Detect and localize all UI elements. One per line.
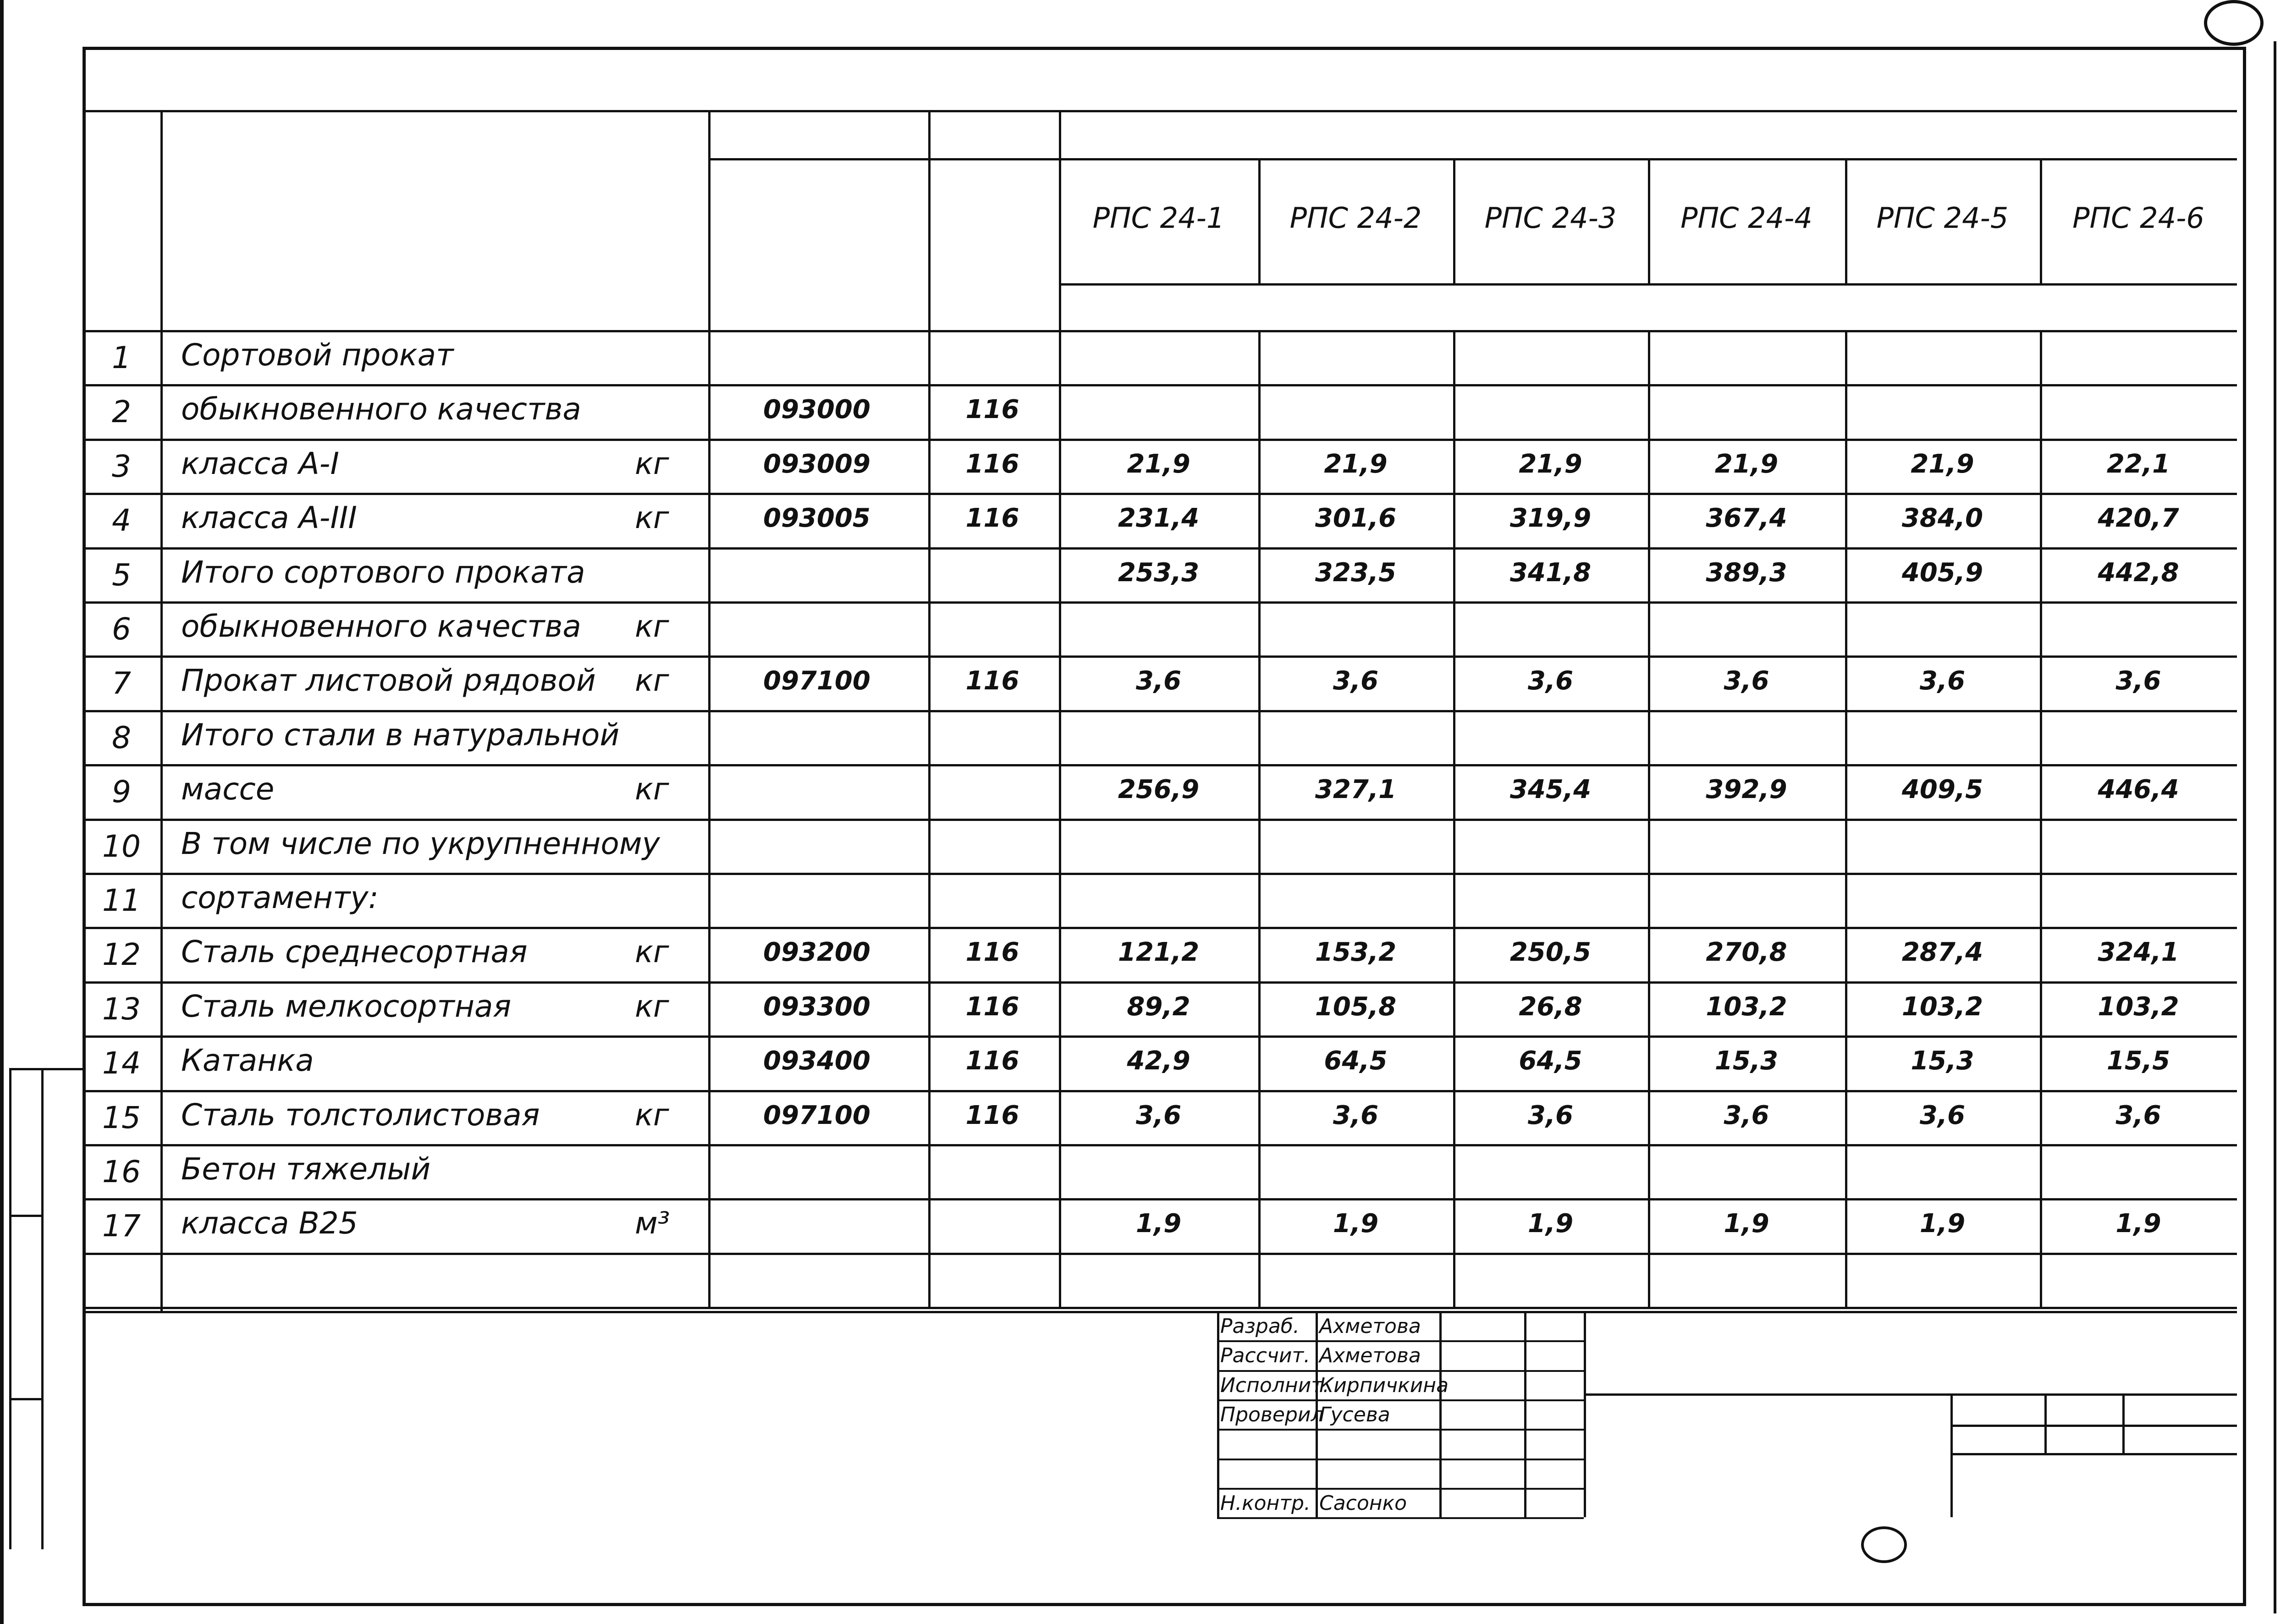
row-material-name: Итого сортового проката	[181, 554, 585, 590]
row-value-mark-5: 15,3	[1911, 1046, 1974, 1076]
grid-line	[928, 110, 931, 1307]
row-measure-code: 116	[965, 666, 1019, 696]
row-value-mark-2: 323,5	[1315, 557, 1397, 588]
grid-line	[1950, 1393, 1953, 1517]
row-value-mark-1: 3,6	[1135, 666, 1182, 696]
row-material-name: Бетон тяжелый	[181, 1151, 431, 1187]
row-value-mark-2: 3,6	[1333, 1100, 1379, 1130]
row-number: 10	[102, 828, 141, 864]
grid-line	[1059, 283, 2237, 286]
row-measure-code: 116	[965, 449, 1019, 479]
row-number: 1	[112, 340, 131, 375]
row-material-code: 093005	[763, 503, 870, 534]
row-material-code: 097100	[763, 1100, 870, 1130]
row-divider	[83, 927, 2237, 929]
signature-role: Н.контр.	[1220, 1491, 1311, 1515]
row-value-mark-1: 89,2	[1127, 991, 1190, 1022]
row-material-name: обыкновенного качества	[181, 609, 581, 644]
row-number: 8	[112, 720, 131, 755]
row-value-mark-4: 392,9	[1706, 775, 1787, 805]
row-value-mark-6: 22,1	[2106, 449, 2170, 479]
grid-line	[2040, 330, 2042, 1307]
row-material-name: обыкновенного качества	[181, 391, 581, 427]
table-top-border	[83, 110, 2237, 112]
row-value-mark-3: 21,9	[1519, 449, 1582, 479]
row-value-mark-3: 1,9	[1527, 1209, 1574, 1239]
sheet-number-badge	[2204, 0, 2264, 46]
row-material-name: Сортовой прокат	[181, 337, 454, 373]
row-unit: кг	[635, 446, 669, 481]
row-divider	[83, 1144, 2237, 1146]
row-value-mark-5: 3,6	[1919, 1100, 1966, 1130]
grid-line	[1217, 1340, 1584, 1342]
grid-line	[160, 110, 163, 1311]
row-divider	[83, 710, 2237, 712]
grid-line	[1217, 1517, 1584, 1519]
row-value-mark-1: 42,9	[1127, 1046, 1190, 1076]
row-divider	[83, 1307, 2237, 1309]
row-value-mark-4: 1,9	[1724, 1209, 1769, 1239]
page-number-badge	[1861, 1526, 1907, 1563]
table-bottom-border	[83, 1311, 2237, 1313]
signature-role: Исполнит.	[1220, 1373, 1329, 1397]
grid-line	[1217, 1370, 1584, 1372]
signature-role: Проверил	[1220, 1403, 1324, 1426]
row-measure-code: 116	[965, 937, 1019, 968]
grid-line	[1584, 1311, 1586, 1517]
header-mark-3: РПС 24-3	[1484, 201, 1617, 235]
row-value-mark-4: 15,3	[1714, 1046, 1779, 1076]
row-divider	[83, 330, 2237, 332]
row-value-mark-6: 420,7	[2098, 503, 2179, 534]
row-measure-code: 116	[965, 503, 1019, 534]
side-stamp-line	[41, 1068, 44, 1549]
row-value-mark-2: 3,6	[1333, 666, 1379, 696]
row-material-name: класса А-I	[181, 446, 339, 481]
grid-line	[1217, 1459, 1584, 1460]
grid-line	[1845, 158, 1847, 283]
row-value-mark-2: 153,2	[1315, 937, 1397, 968]
signature-name: Ахметова	[1319, 1344, 1421, 1368]
row-divider	[83, 1198, 2237, 1200]
row-value-mark-2: 327,1	[1315, 775, 1397, 805]
grid-line	[1059, 110, 1061, 1307]
row-value-mark-4: 270,8	[1706, 937, 1787, 968]
row-measure-code: 116	[965, 1100, 1019, 1130]
row-material-code: 093300	[763, 991, 870, 1022]
row-number: 17	[102, 1208, 141, 1244]
row-value-mark-4: 21,9	[1714, 449, 1779, 479]
row-value-mark-6: 1,9	[2115, 1209, 2161, 1239]
side-stamp	[9, 1068, 83, 1549]
row-material-name: Сталь толстолистовая	[181, 1097, 540, 1133]
row-value-mark-3: 26,8	[1519, 991, 1582, 1022]
row-value-mark-6: 442,8	[2098, 557, 2179, 588]
row-value-mark-5: 1,9	[1919, 1209, 1966, 1239]
signature-name: Сасонко	[1319, 1491, 1407, 1515]
row-value-mark-1: 256,9	[1118, 775, 1200, 805]
row-divider	[83, 547, 2237, 550]
row-material-name: В том числе по укрупненному	[181, 826, 660, 861]
row-value-mark-5: 103,2	[1901, 991, 1983, 1022]
grid-line	[1258, 330, 1261, 1307]
header-mark-1: РПС 24-1	[1092, 201, 1225, 235]
row-value-mark-4: 103,2	[1706, 991, 1787, 1022]
grid-line	[1453, 330, 1455, 1307]
row-material-name: Катанка	[181, 1043, 314, 1079]
row-value-mark-2: 1,9	[1333, 1209, 1379, 1239]
grid-line	[1950, 1425, 2237, 1427]
row-number: 16	[102, 1154, 141, 1189]
signature-name: Ахметова	[1319, 1315, 1421, 1338]
row-divider	[83, 655, 2237, 658]
row-divider	[83, 493, 2237, 495]
row-number: 4	[112, 503, 131, 539]
side-stamp-line	[9, 1068, 11, 1549]
grid-line	[708, 158, 2237, 160]
row-value-mark-2: 21,9	[1324, 449, 1388, 479]
row-material-name: Итого стали в натуральной	[181, 717, 620, 753]
grid-line	[2044, 1393, 2047, 1453]
row-number: 15	[102, 1100, 141, 1135]
row-number: 5	[112, 557, 131, 593]
row-divider	[83, 439, 2237, 441]
row-value-mark-5: 21,9	[1911, 449, 1974, 479]
row-value-mark-3: 345,4	[1509, 775, 1592, 805]
header-mark-6: РПС 24-6	[2072, 201, 2204, 235]
row-value-mark-4: 3,6	[1724, 1100, 1769, 1130]
row-material-name: массе	[181, 771, 275, 807]
grid-line	[1217, 1488, 1584, 1490]
row-material-name: Сталь мелкосортная	[181, 988, 512, 1024]
row-value-mark-1: 1,9	[1135, 1209, 1182, 1239]
row-divider	[83, 873, 2237, 875]
row-value-mark-1: 253,3	[1118, 557, 1200, 588]
row-value-mark-5: 409,5	[1901, 775, 1983, 805]
row-number: 9	[112, 774, 131, 810]
signature-role: Разраб.	[1220, 1315, 1300, 1338]
grid-line	[1453, 158, 1455, 283]
row-divider	[83, 764, 2237, 766]
row-divider	[83, 601, 2237, 604]
row-value-mark-5: 405,9	[1901, 557, 1983, 588]
row-unit: кг	[635, 771, 669, 807]
row-value-mark-6: 3,6	[2115, 1100, 2161, 1130]
row-material-code: 093009	[763, 449, 870, 479]
row-value-mark-5: 384,0	[1901, 503, 1983, 534]
row-divider	[83, 384, 2237, 386]
side-stamp-line	[9, 1068, 83, 1070]
row-value-mark-5: 3,6	[1919, 666, 1966, 696]
grid-line	[1845, 330, 1847, 1307]
grid-line	[2040, 158, 2042, 283]
row-unit: м³	[635, 1206, 670, 1241]
row-material-name: класса А-III	[181, 500, 357, 536]
row-number: 14	[102, 1046, 141, 1081]
row-divider	[83, 981, 2237, 984]
side-stamp-line	[9, 1398, 41, 1400]
row-value-mark-4: 367,4	[1706, 503, 1787, 534]
row-number: 13	[102, 991, 141, 1027]
row-unit: кг	[635, 1097, 669, 1133]
grid-line	[1950, 1453, 2237, 1455]
row-value-mark-3: 341,8	[1509, 557, 1592, 588]
row-unit: кг	[635, 609, 669, 644]
grid-line	[1648, 158, 1650, 283]
row-material-code: 093000	[763, 395, 870, 425]
row-value-mark-1: 121,2	[1118, 937, 1200, 968]
signature-role: Рассчит.	[1220, 1344, 1311, 1368]
grid-line	[1648, 330, 1650, 1307]
signature-name: Гусева	[1319, 1403, 1390, 1426]
row-number: 3	[112, 448, 131, 484]
row-value-mark-6: 324,1	[2098, 937, 2179, 968]
row-value-mark-2: 64,5	[1324, 1046, 1388, 1076]
row-divider	[83, 1253, 2237, 1255]
row-number: 11	[102, 883, 141, 918]
row-value-mark-3: 319,9	[1509, 503, 1592, 534]
row-value-mark-3: 3,6	[1527, 666, 1574, 696]
row-material-name: Сталь среднесортная	[181, 934, 528, 970]
grid-line	[708, 110, 711, 1307]
row-material-name: класса В25	[181, 1206, 358, 1241]
header-mark-4: РПС 24-4	[1680, 201, 1812, 235]
row-value-mark-3: 3,6	[1527, 1100, 1574, 1130]
row-divider	[83, 1090, 2237, 1092]
row-unit: кг	[635, 934, 669, 970]
row-value-mark-6: 446,4	[2098, 775, 2179, 805]
grid-line	[1217, 1429, 1584, 1431]
row-measure-code: 116	[965, 1046, 1019, 1076]
row-value-mark-3: 250,5	[1509, 937, 1592, 968]
row-divider	[83, 819, 2237, 821]
row-number: 6	[112, 611, 131, 647]
row-material-name: сортаменту:	[181, 880, 379, 915]
row-unit: кг	[635, 500, 669, 536]
row-unit: кг	[635, 988, 669, 1024]
grid-line	[1584, 1393, 2237, 1396]
side-stamp-line	[9, 1215, 41, 1217]
row-value-mark-6: 3,6	[2115, 666, 2161, 696]
row-number: 2	[112, 394, 131, 430]
row-value-mark-3: 64,5	[1519, 1046, 1582, 1076]
row-value-mark-1: 21,9	[1127, 449, 1190, 479]
frame-right-outer	[2274, 41, 2276, 1613]
grid-line	[2122, 1393, 2125, 1453]
frame-left-binding	[0, 0, 4, 1624]
row-value-mark-6: 15,5	[2106, 1046, 2170, 1076]
row-measure-code: 116	[965, 395, 1019, 425]
row-material-code: 093400	[763, 1046, 870, 1076]
row-material-code: 097100	[763, 666, 870, 696]
row-value-mark-1: 3,6	[1135, 1100, 1182, 1130]
row-number: 7	[112, 666, 131, 701]
row-value-mark-4: 389,3	[1706, 557, 1787, 588]
row-unit: кг	[635, 663, 669, 699]
row-number: 12	[102, 937, 141, 973]
row-material-name: Прокат листовой рядовой	[181, 663, 596, 699]
grid-line	[1258, 158, 1261, 283]
row-value-mark-4: 3,6	[1724, 666, 1769, 696]
header-mark-5: РПС 24-5	[1876, 201, 2009, 235]
signature-name: Кирпичкина	[1319, 1373, 1449, 1397]
row-value-mark-6: 103,2	[2098, 991, 2179, 1022]
row-value-mark-2: 105,8	[1315, 991, 1397, 1022]
row-measure-code: 116	[965, 991, 1019, 1022]
row-value-mark-5: 287,4	[1901, 937, 1983, 968]
grid-line	[1217, 1399, 1584, 1401]
row-divider	[83, 1035, 2237, 1038]
header-mark-2: РПС 24-2	[1289, 201, 1422, 235]
row-value-mark-2: 301,6	[1315, 503, 1397, 534]
row-value-mark-1: 231,4	[1118, 503, 1200, 534]
row-material-code: 093200	[763, 937, 870, 968]
